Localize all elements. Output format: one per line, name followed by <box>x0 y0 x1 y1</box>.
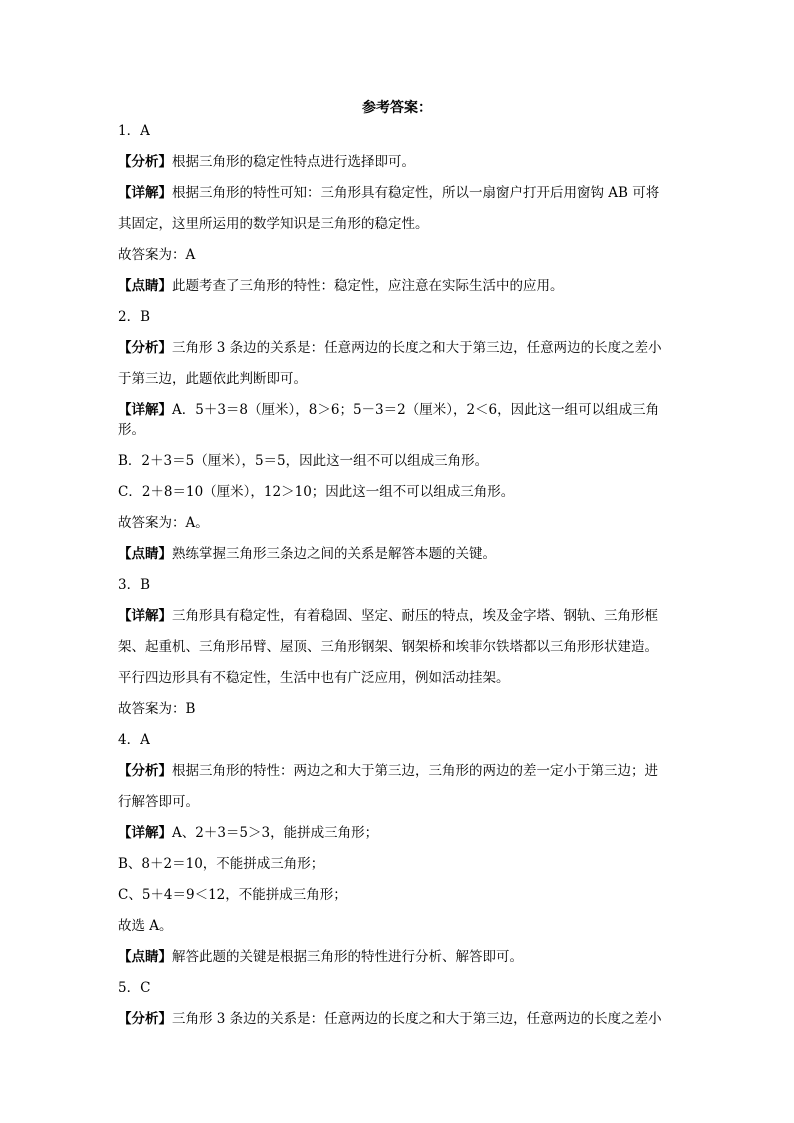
line-text: 3．B <box>118 577 151 593</box>
line-text: 2．B <box>118 309 151 325</box>
line-text: 三角形具有稳定性，有着稳固、坚定、耐压的特点，埃及金字塔、钢轨、三角形框 <box>172 608 658 624</box>
answer-line <box>118 513 680 533</box>
section-tag: 【详解】 <box>118 608 172 624</box>
answer-line <box>118 544 680 564</box>
answer-line <box>118 916 680 936</box>
answer-line <box>118 947 680 967</box>
section-tag: 【点睛】 <box>118 278 172 294</box>
line-text: 根据三角形的特性可知：三角形具有稳定性，所以一扇窗户打开后用窗钩 AB 可将 <box>172 185 660 201</box>
line-text: 故答案为：A <box>118 247 196 263</box>
line-text: 三角形 3 条边的关系是：任意两边的长度之和大于第三边，任意两边的长度之差小 <box>172 1011 662 1027</box>
line-text: 架、起重机、三角形吊臂、屋顶、三角形钢架、钢架桥和埃菲尔铁塔都以三角形形状建造。 <box>118 639 658 655</box>
answer-content <box>118 121 680 1040</box>
line-text: 根据三角形的特性：两边之和大于第三边，三角形的两边的差一定小于第三边；进 <box>172 763 658 779</box>
answer-line <box>118 823 680 843</box>
section-tag: 【分析】 <box>118 340 172 356</box>
line-text: 平行四边形具有不稳定性，生活中也有广泛应用，例如活动挂架。 <box>118 670 510 686</box>
answer-line <box>118 400 680 440</box>
answer-line <box>118 369 680 389</box>
line-text: A．5＋3＝8（厘米），8＞6；5－3＝2（厘米），2＜6，因此这一组可以组成三角形。 <box>118 402 660 438</box>
line-text: 三角形 3 条边的关系是：任意两边的长度之和大于第三边，任意两边的长度之差小 <box>172 340 662 356</box>
section-tag: 【分析】 <box>118 154 172 170</box>
answer-line <box>118 214 680 234</box>
line-text: 故答案为：B <box>118 701 196 717</box>
answer-line <box>118 482 680 502</box>
answer-line <box>118 792 680 812</box>
section-tag: 【详解】 <box>118 825 172 841</box>
section-tag: 【分析】 <box>118 763 172 779</box>
answer-line <box>118 854 680 874</box>
line-text: A、2＋3＝5＞3，能拼成三角形； <box>172 825 379 841</box>
answer-line <box>118 338 680 358</box>
section-tag: 【点睛】 <box>118 949 172 965</box>
line-text: B、8＋2＝10，不能拼成三角形； <box>118 856 325 872</box>
answer-line <box>118 761 680 781</box>
line-text: C、5＋4＝9＜12，不能拼成三角形； <box>118 887 347 903</box>
line-text: 此题考查了三角形的特性：稳定性，应注意在实际生活中的应用。 <box>172 278 564 294</box>
answer-line <box>118 668 680 688</box>
answer-line <box>118 575 680 595</box>
line-text: 行解答即可。 <box>118 794 199 810</box>
answer-line <box>118 307 680 327</box>
answer-line <box>118 451 680 471</box>
section-tag: 【点睛】 <box>118 546 172 562</box>
answer-line <box>118 978 680 998</box>
line-text: 熟练掌握三角形三条边之间的关系是解答本题的关键。 <box>172 546 496 562</box>
line-text: 其固定，这里所运用的数学知识是三角形的稳定性。 <box>118 216 429 232</box>
line-text: 5．C <box>118 980 151 996</box>
line-text: B．2＋3＝5（厘米），5＝5，因此这一组不可以组成三角形。 <box>118 453 489 469</box>
section-tag: 【分析】 <box>118 1011 172 1027</box>
line-text: 于第三边，此题依此判断即可。 <box>118 371 307 387</box>
line-text: 故选 A。 <box>118 918 173 934</box>
answer-line <box>118 276 680 296</box>
answer-line <box>118 121 680 141</box>
section-tag: 【详解】 <box>118 185 172 201</box>
answer-line <box>118 730 680 750</box>
section-tag: 【详解】 <box>118 402 172 418</box>
line-text: C．2＋8＝10（厘米），12＞10；因此这一组不可以组成三角形。 <box>118 484 515 500</box>
answer-line <box>118 606 680 626</box>
page-title: 参考答案： <box>362 100 432 116</box>
answer-line <box>118 637 680 657</box>
answer-line <box>118 1009 680 1029</box>
answer-line <box>118 183 680 203</box>
line-text: 故答案为：A。 <box>118 515 209 531</box>
line-text: 根据三角形的稳定性特点进行选择即可。 <box>172 154 415 170</box>
line-text: 4．A <box>118 732 150 748</box>
answer-line <box>118 699 680 719</box>
answer-line <box>118 152 680 172</box>
line-text: 解答此题的关键是根据三角形的特性进行分析、解答即可。 <box>172 949 523 965</box>
answer-line <box>118 245 680 265</box>
line-text: 1．A <box>118 123 150 139</box>
answer-line <box>118 885 680 905</box>
